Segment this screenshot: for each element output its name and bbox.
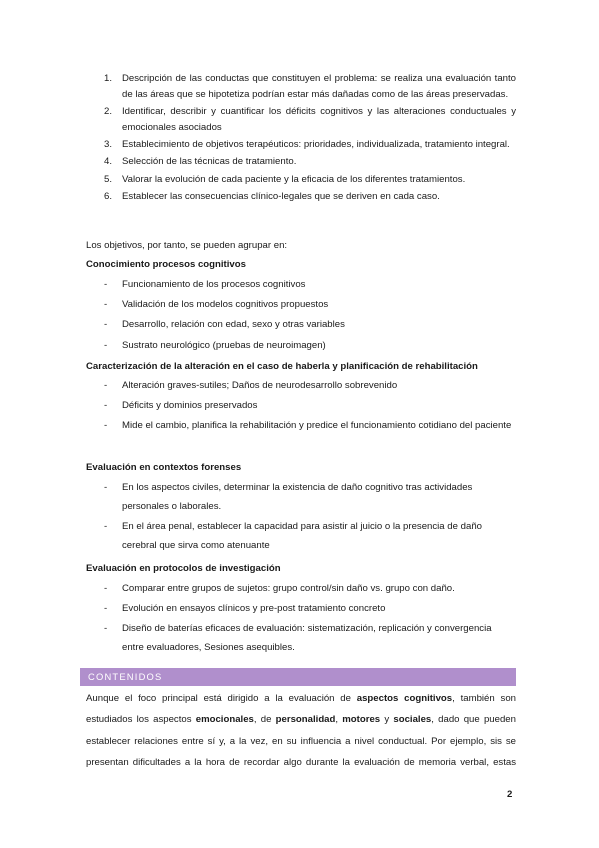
item-text: Evolución en ensayos clínicos y pre-post tratamiento concreto xyxy=(122,603,386,615)
item-number: 2. xyxy=(104,105,113,117)
numbered-item xyxy=(104,154,516,170)
dash-marker: - xyxy=(104,319,108,331)
item-text: Comparar entre grupos de sujetos: grupo control/sin daño vs. grupo con daño. xyxy=(122,583,455,594)
item-number: 6. xyxy=(104,191,113,203)
dash-marker: - xyxy=(104,623,108,635)
list-item xyxy=(104,275,516,294)
body-paragraph xyxy=(86,688,516,774)
item-number: 1. xyxy=(104,73,113,84)
item-text: Déficits y dominios preservados xyxy=(122,400,258,412)
section-heading: Evaluación en protocolos de investigación xyxy=(86,563,281,574)
dash-marker: - xyxy=(104,603,108,615)
section-banner xyxy=(80,668,516,686)
item-number: 4. xyxy=(104,156,113,168)
section-heading: Caracterización de la alteración en el caso de haberla y planificación de rehabilitación xyxy=(86,361,478,372)
item-text: Validación de los modelos cognitivos propuestos xyxy=(122,299,329,311)
dash-marker: - xyxy=(104,482,108,493)
item-text: Establecer las consecuencias clínico-legales que se deriven en cada caso. xyxy=(122,191,440,203)
bullet-list xyxy=(104,579,516,659)
dash-marker: - xyxy=(104,339,108,351)
list-item xyxy=(104,416,516,435)
section-heading: Conocimiento procesos cognitivos xyxy=(86,259,246,270)
bullet-list xyxy=(104,275,516,356)
item-number: 5. xyxy=(104,173,113,185)
item-text: Sustrato neurológico (pruebas de neuroimagen) xyxy=(122,339,326,351)
dash-marker: - xyxy=(104,521,108,533)
dash-marker: - xyxy=(104,400,108,412)
item-text: Desarrollo, relación con edad, sexo y otras variables xyxy=(122,319,345,331)
list-item xyxy=(104,295,516,314)
list-item xyxy=(104,336,516,355)
item-text: Alteración graves-sutiles; Daños de neurodesarrollo sobrevenido xyxy=(122,380,398,391)
item-text: Funcionamiento de los procesos cognitivos xyxy=(122,279,306,290)
list-item xyxy=(104,376,516,395)
item-text: Identificar, describir y cuantificar los déficits cognitivos y las alteraciones conductuales y emocionales asociados xyxy=(122,105,516,133)
list-item xyxy=(104,396,516,415)
item-text: En los aspectos civiles, determinar la existencia de daño cognitivo tras actividades personales o laborales. xyxy=(122,482,473,512)
objectives-numbered-list xyxy=(104,71,516,207)
list-item xyxy=(104,315,516,334)
paragraph-line: estudiados los aspectos emocionales, de personalidad, motores y sociales, dado que pueden xyxy=(86,714,516,726)
dash-marker: - xyxy=(104,420,108,432)
item-text: Selección de las técnicas de tratamiento. xyxy=(122,156,297,168)
item-text: Establecimiento de objetivos terapéuticos: prioridades, individualizada, tratamiento integral. xyxy=(122,138,510,150)
list-item xyxy=(104,599,516,618)
intro-text: Los objetivos, por tanto, se pueden agrupar en: xyxy=(86,240,288,251)
item-text: En el área penal, establecer la capacidad para asistir al juicio o la presencia de daño cerebral que sirva como atenuante xyxy=(122,521,482,552)
dash-marker: - xyxy=(104,299,108,311)
numbered-item xyxy=(104,137,516,153)
item-text: Diseño de baterías eficaces de evaluación: sistematización, replicación y convergencia entre evaluadores, Sesiones asequibles. xyxy=(122,623,492,654)
page-number: 2 xyxy=(507,789,513,800)
list-item xyxy=(104,619,516,657)
bullet-list xyxy=(104,478,516,556)
item-text: Valorar la evolución de cada paciente y la eficacia de los diferentes tratamientos. xyxy=(122,173,466,185)
paragraph-line: presentan dificultades a la hora de recordar algo durante la evaluación de memoria verbal, estas xyxy=(86,757,516,769)
numbered-item xyxy=(104,104,516,135)
dash-marker: - xyxy=(104,380,108,391)
section-heading: Evaluación en contextos forenses xyxy=(86,462,242,473)
paragraph-line: establecer relaciones entre sí y, a la vez, en su influencia a nivel conductual. Por ejemplo, sis se xyxy=(86,735,516,747)
list-item xyxy=(104,478,516,516)
banner-title: CONTENIDOS xyxy=(88,671,163,682)
paragraph-line: Aunque el foco principal está dirigido a la evaluación de aspectos cognitivos, también son xyxy=(86,693,516,704)
item-text: Descripción de las conductas que constituyen el problema: se realiza una evaluación tanto de las áreas que se hipotetiza podrían estar más dañadas como de las áreas preservadas. xyxy=(122,73,516,100)
list-item xyxy=(104,517,516,555)
item-number: 3. xyxy=(104,138,113,150)
numbered-item xyxy=(104,172,516,188)
list-item xyxy=(104,579,516,598)
dash-marker: - xyxy=(104,279,108,290)
item-text: Mide el cambio, planifica la rehabilitación y predice el funcionamiento cotidiano del paciente xyxy=(122,420,512,432)
numbered-item xyxy=(104,71,516,102)
dash-marker: - xyxy=(104,583,108,594)
bullet-list xyxy=(104,376,516,437)
numbered-item xyxy=(104,189,516,205)
